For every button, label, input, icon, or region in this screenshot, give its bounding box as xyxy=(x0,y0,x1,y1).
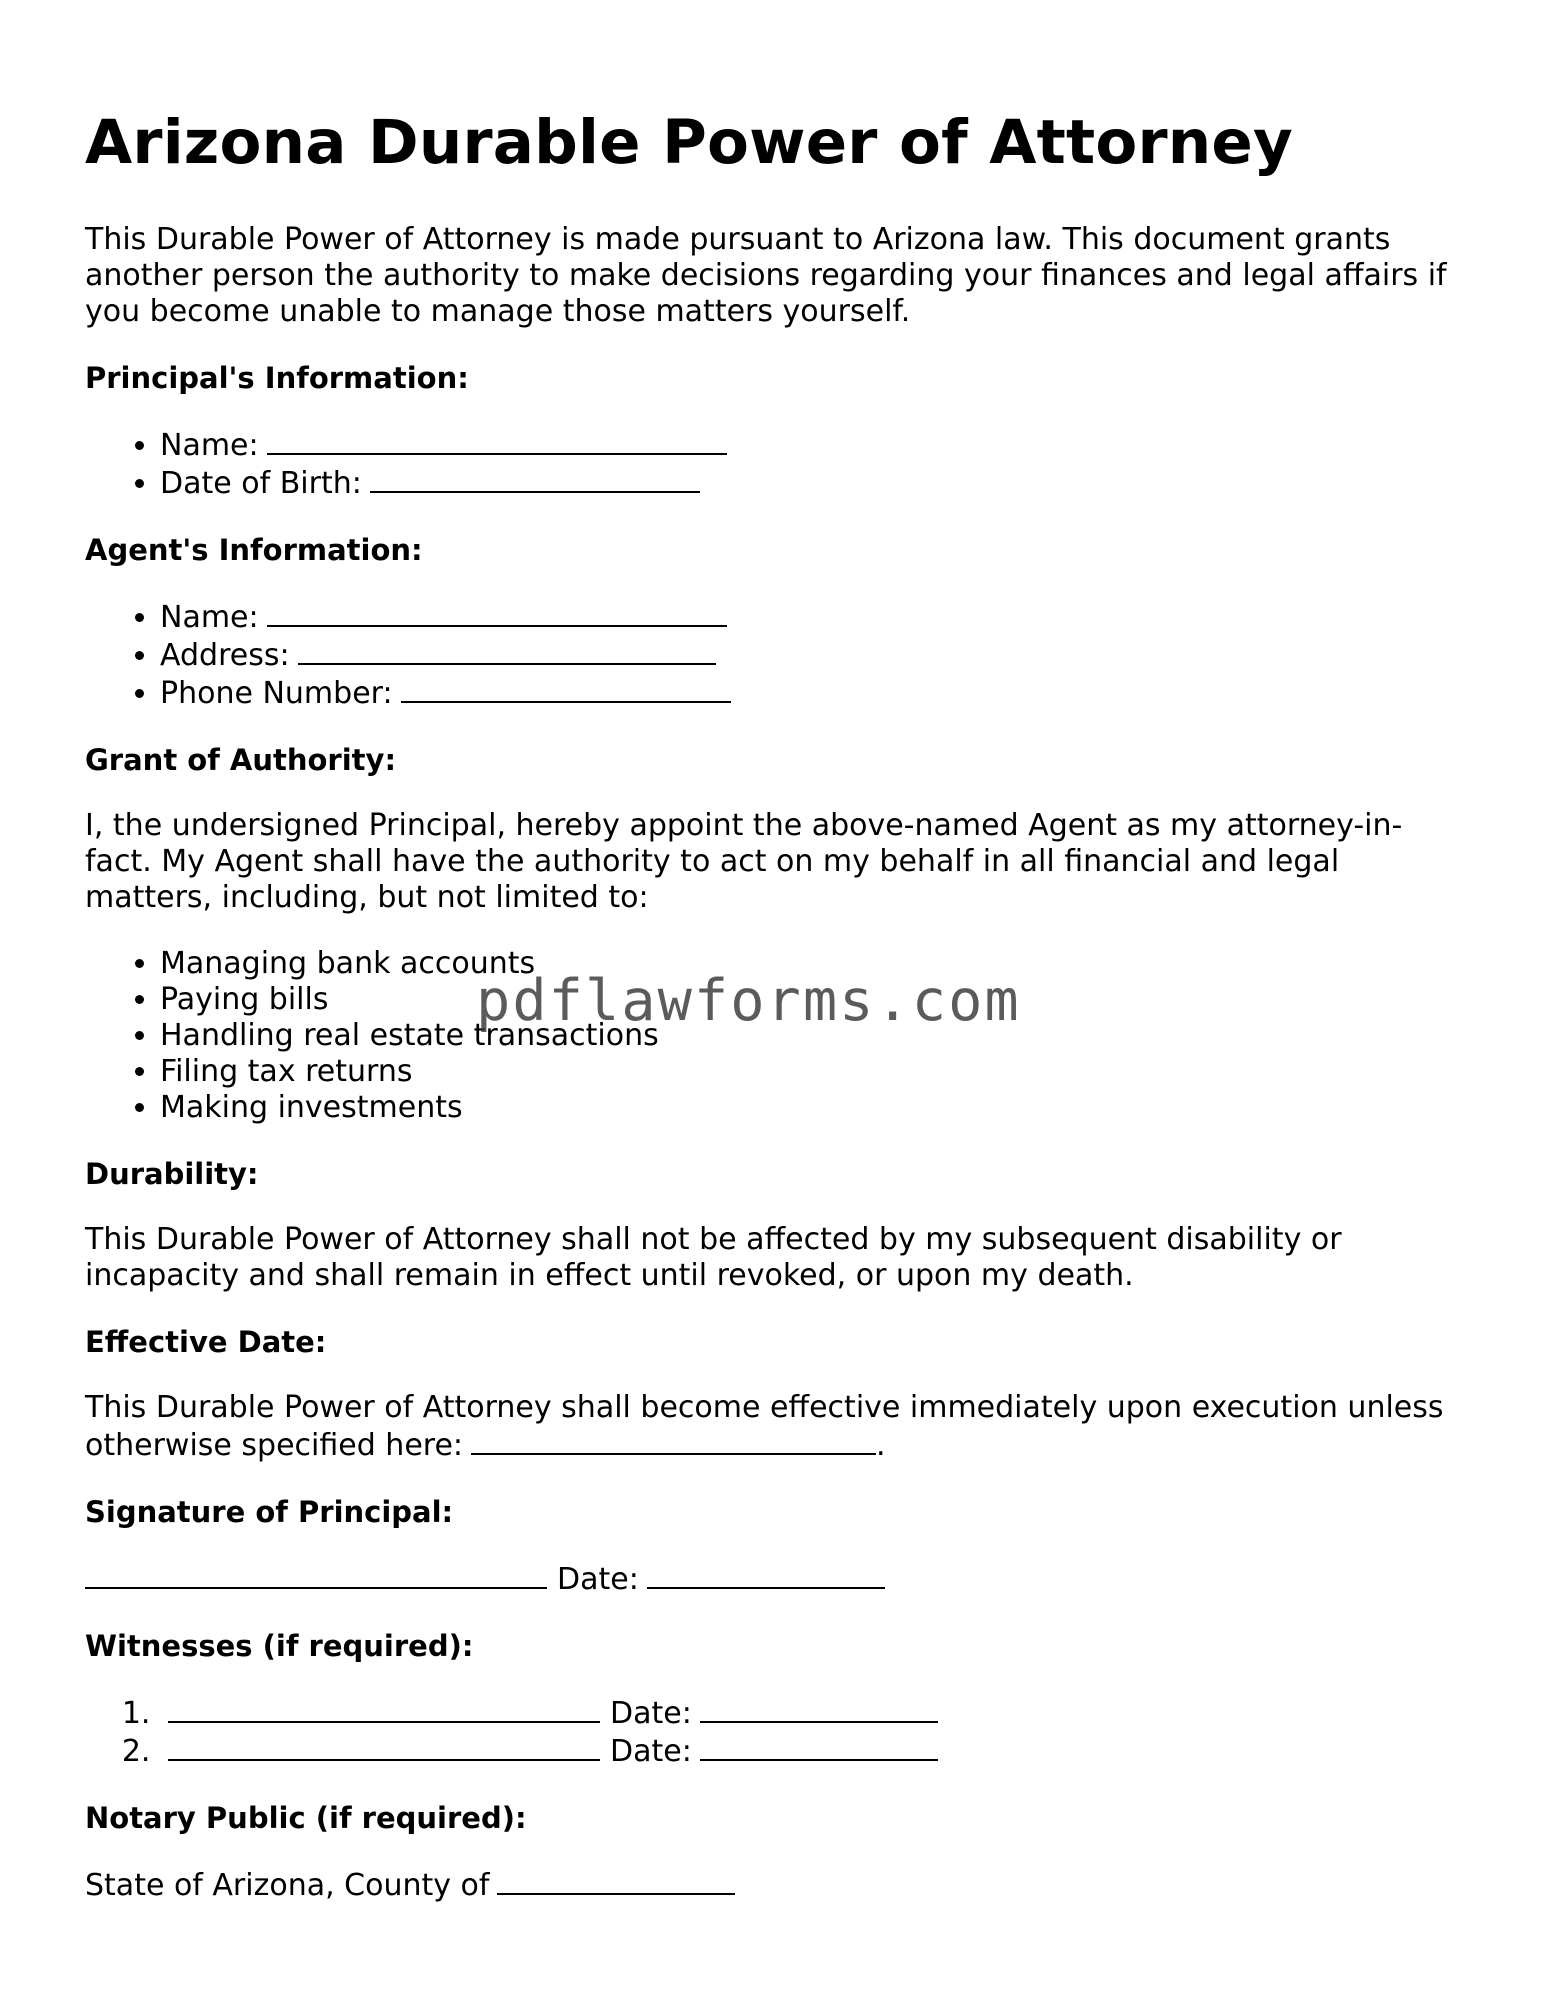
witness-line: 2. Date: xyxy=(160,1732,1465,1770)
agent-name-blank[interactable] xyxy=(267,598,727,627)
intro-paragraph: This Durable Power of Attorney is made pursuant to Arizona law. This document grants another person the authority to make decisions regarding your finances and legal affairs if you become unable to manage those matters yourself. xyxy=(85,222,1447,329)
grant-paragraph: I, the undersigned Principal, hereby appoint the above-named Agent as my attorney-in-fact. My Agent shall have the authority to act on my behalf in all financial and legal matters, including, but not limited to: xyxy=(85,808,1403,915)
effective-date-blank[interactable] xyxy=(471,1426,876,1455)
principal-dob-blank[interactable] xyxy=(370,464,700,493)
witness-signature-blank[interactable] xyxy=(168,1694,600,1723)
list-item: • Filing tax returns xyxy=(160,1054,1465,1090)
list-item: • Managing bank accounts xyxy=(160,946,1465,982)
witness-date-blank[interactable] xyxy=(700,1694,938,1723)
list-item: • Making investments xyxy=(160,1090,1465,1126)
watermark-text: pdflawforms.com xyxy=(476,968,1021,1034)
witness-signature-blank[interactable] xyxy=(168,1732,600,1761)
durability-paragraph: This Durable Power of Attorney shall not be affected by my subsequent disability or incapacity and shall remain in effect until revoked, or upon my death. xyxy=(85,1222,1342,1293)
durability-heading: Durability: xyxy=(85,1157,259,1191)
principal-dob-field: • Date of Birth: xyxy=(160,464,1465,502)
principal-heading: Principal's Information: xyxy=(85,361,469,395)
agent-phone-field: • Phone Number: xyxy=(160,674,1465,712)
principal-name-field: • Name: xyxy=(160,426,1465,464)
principal-signature-blank[interactable] xyxy=(85,1560,547,1589)
agent-fields xyxy=(85,598,1465,712)
witness-date-blank[interactable] xyxy=(700,1732,938,1761)
agent-phone-blank[interactable] xyxy=(401,674,731,703)
effective-date-paragraph: This Durable Power of Attorney shall become effective immediately upon execution unless otherwise specified here: . xyxy=(85,1390,1444,1463)
witness-line: 1. Date: xyxy=(160,1694,1465,1732)
agent-name-field: • Name: xyxy=(160,598,1465,636)
principal-name-blank[interactable] xyxy=(267,426,727,455)
agent-heading: Agent's Information: xyxy=(85,533,423,567)
agent-address-field: • Address: xyxy=(160,636,1465,674)
notary-heading: Notary Public (if required): xyxy=(85,1801,527,1835)
document-title: Arizona Durable Power of Attorney xyxy=(85,107,1293,178)
agent-address-blank[interactable] xyxy=(298,636,716,665)
list-item: • Handling real estate transactions xyxy=(160,1018,1465,1054)
notary-county-line: State of Arizona, County of xyxy=(85,1866,1465,1904)
effective-date-heading: Effective Date: xyxy=(85,1325,327,1359)
notary-county-blank[interactable] xyxy=(497,1866,735,1895)
signature-line: Date: xyxy=(85,1560,1465,1598)
grant-heading: Grant of Authority: xyxy=(85,743,397,777)
principal-signature-date-blank[interactable] xyxy=(647,1560,885,1589)
signature-heading: Signature of Principal: xyxy=(85,1495,454,1529)
witnesses-list xyxy=(85,1694,1465,1770)
principal-fields xyxy=(85,426,1465,502)
witnesses-heading: Witnesses (if required): xyxy=(85,1629,474,1663)
list-item: • Paying bills xyxy=(160,982,1465,1018)
